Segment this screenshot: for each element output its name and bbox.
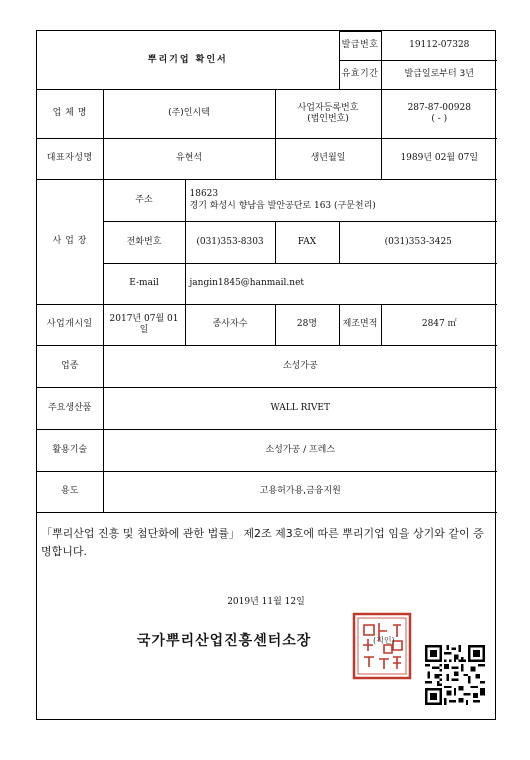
tech-value: 소성가공 / 프레스 <box>103 430 497 472</box>
rep-label: 대표자성명 <box>37 139 103 180</box>
fax-label: FAX <box>275 222 339 264</box>
issue-no-value: 19112-07328 <box>381 32 497 61</box>
product-value: WALL RIVET <box>103 388 497 430</box>
address-label: 주소 <box>103 180 185 222</box>
usage-value: 고용허가용,금융지원 <box>103 472 497 513</box>
official-seal-stamp <box>351 611 413 681</box>
industry-label: 업종 <box>37 346 103 388</box>
start-date-label: 사업개시일 <box>37 305 103 346</box>
birth-label: 생년월일 <box>275 139 381 180</box>
postal-code: 18623 <box>189 189 219 200</box>
reg-no-cell <box>381 90 497 139</box>
validity-label: 유효기간 <box>339 61 381 90</box>
industry-value: 소성가공 <box>103 346 497 388</box>
issuer-name: 국가뿌리산업진흥센터소장 <box>137 633 312 649</box>
site-label: 사 업 장 <box>37 180 103 305</box>
seal-mark: (직인) <box>373 636 395 645</box>
reg-no-label-line1: 사업자등록번호 <box>297 102 359 113</box>
reg-no-value: 287-87-00928 <box>407 102 471 113</box>
staff-value: 28명 <box>275 305 339 346</box>
tech-label: 활용기술 <box>37 430 103 472</box>
company-name-label: 업 체 명 <box>37 90 103 139</box>
certification-statement: 「뿌리산업 진흥 및 첨단화에 관한 법률」 제2조 제3호에 따른 뿌리기업 임을 상기와 같이 증명합니다. <box>41 527 484 558</box>
email-value: jangin1845@hanmail.net <box>185 264 497 305</box>
reg-no-label-line2: (법인번호) <box>307 114 349 124</box>
phone-label: 전화번호 <box>103 222 185 264</box>
company-name-value: (주)인시텍 <box>103 90 275 139</box>
address-value: 경기 화성시 향남읍 발안공단로 163 (구문천리) <box>189 200 376 211</box>
phone-value: (031)353-8303 <box>185 222 275 264</box>
fax-value: (031)353-3425 <box>339 222 497 264</box>
email-label: E-mail <box>103 264 185 305</box>
staff-label: 종사자수 <box>185 305 275 346</box>
certificate-document <box>36 30 496 720</box>
certificate-table <box>37 31 497 513</box>
product-label: 주요생산품 <box>37 388 103 430</box>
reg-no-label <box>275 90 381 139</box>
document-title: 뿌리기업 확인서 <box>37 32 339 90</box>
birth-value: 1989년 02월 07일 <box>381 139 497 180</box>
corp-no-value: ( - ) <box>431 114 448 124</box>
area-value: 2847 ㎡ <box>381 305 497 346</box>
rep-value: 유현석 <box>103 139 275 180</box>
qr-code <box>425 645 485 705</box>
validity-value: 발급일로부터 3년 <box>381 61 497 90</box>
area-label: 제조면적 <box>339 305 381 346</box>
issue-date: 2019년 11월 12일 <box>227 597 305 607</box>
issue-no-label: 발급번호 <box>339 32 381 61</box>
address-cell <box>185 180 497 222</box>
start-date-value: 2017년 07월 01일 <box>103 305 185 346</box>
usage-label: 용도 <box>37 472 103 513</box>
